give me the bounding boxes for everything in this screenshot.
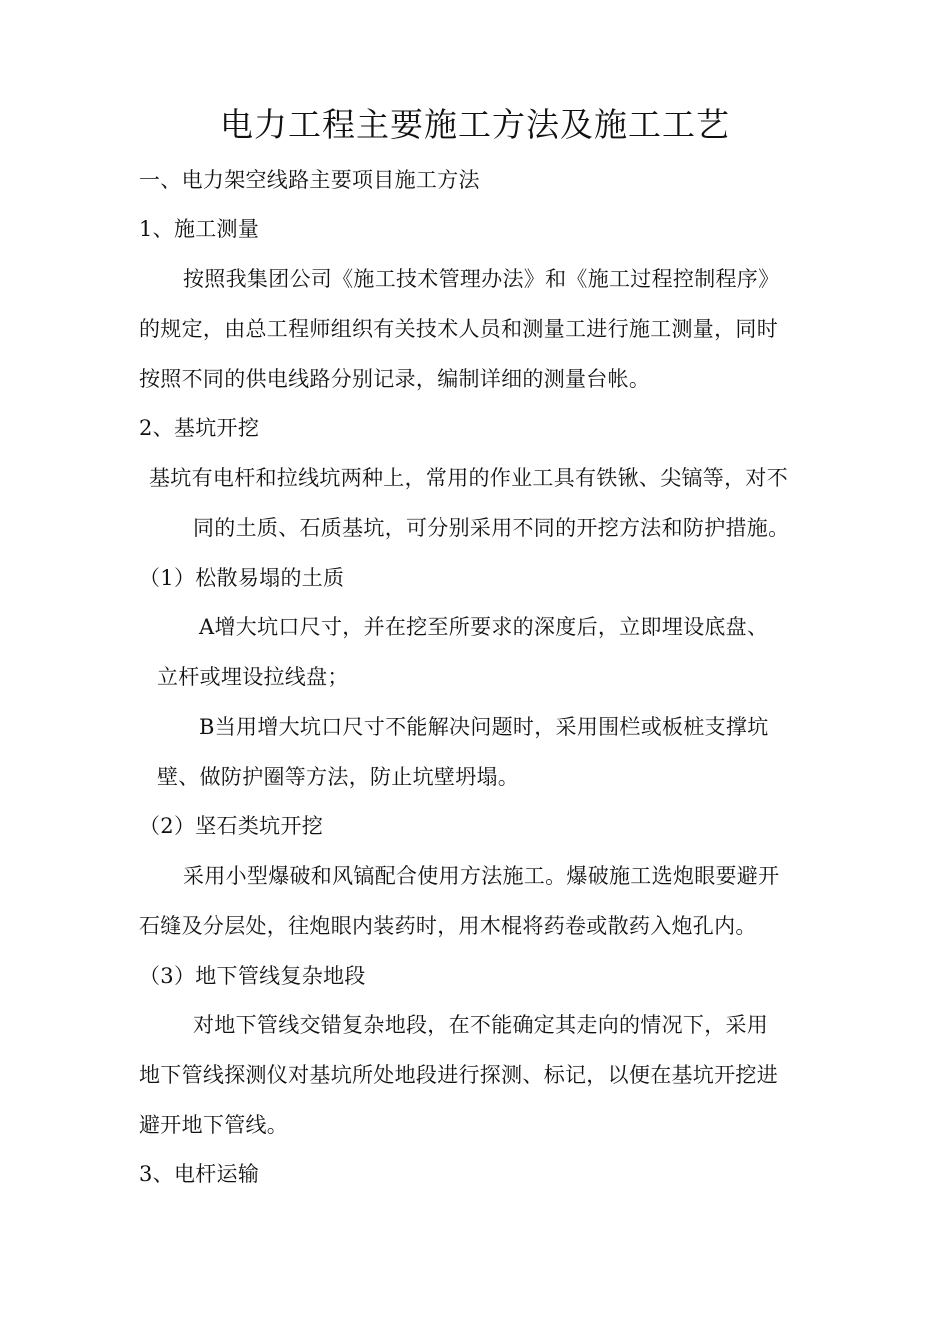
item-heading-pipelines: （3）地下管线复杂地段 bbox=[139, 964, 366, 988]
subsection-heading-excavation: 2、基坑开挖 bbox=[139, 416, 260, 440]
paragraph-line: 立杆或埋设拉线盘； bbox=[157, 665, 349, 689]
paragraph-line: 地下管线探测仪对基坑所处地段进行探测、标记，以便在基坑开挖进 bbox=[139, 1063, 778, 1087]
paragraph-line: 的规定，由总工程师组织有关技术人员和测量工进行施工测量，同时 bbox=[139, 317, 778, 341]
subsection-heading-pole-transport: 3、电杆运输 bbox=[139, 1162, 260, 1186]
paragraph-line: 同的土质、石质基坑，可分别采用不同的开挖方法和防护措施。 bbox=[193, 516, 790, 540]
document-title: 电力工程主要施工方法及施工工艺 bbox=[220, 105, 730, 144]
paragraph-line: A增大坑口尺寸，并在挖至所要求的深度后，立即埋设底盘、 bbox=[199, 615, 769, 639]
paragraph-line: 石缝及分层处，往炮眼内装药时，用木棍将药卷或散药入炮孔内。 bbox=[139, 914, 757, 938]
paragraph-line: 避开地下管线。 bbox=[139, 1113, 289, 1137]
item-heading-loose-soil: （1）松散易塌的土质 bbox=[139, 566, 345, 590]
subsection-heading-survey: 1、施工测量 bbox=[139, 217, 260, 241]
paragraph-line: 对地下管线交错复杂地段，在不能确定其走向的情况下，采用 bbox=[193, 1013, 769, 1037]
section-heading-1: 一、电力架空线路主要项目施工方法 bbox=[139, 168, 480, 192]
paragraph-line: 基坑有电杆和拉线坑两种上，常用的作业工具有铁锹、尖镐等，对不 bbox=[149, 466, 788, 490]
paragraph-line: 按照我集团公司《施工技术管理办法》和《施工过程控制程序》 bbox=[183, 267, 780, 291]
paragraph-line: 采用小型爆破和风镐配合使用方法施工。爆破施工选炮眼要避开 bbox=[183, 864, 780, 888]
paragraph-line: 壁、做防护圈等方法，防止坑壁坍塌。 bbox=[157, 765, 520, 789]
paragraph-line: 按照不同的供电线路分别记录，编制详细的测量台帐。 bbox=[139, 367, 651, 391]
paragraph-line: B当用增大坑口尺寸不能解决问题时，采用围栏或板桩支撑坑 bbox=[199, 715, 769, 739]
item-heading-hard-rock: （2）坚石类坑开挖 bbox=[139, 814, 324, 838]
